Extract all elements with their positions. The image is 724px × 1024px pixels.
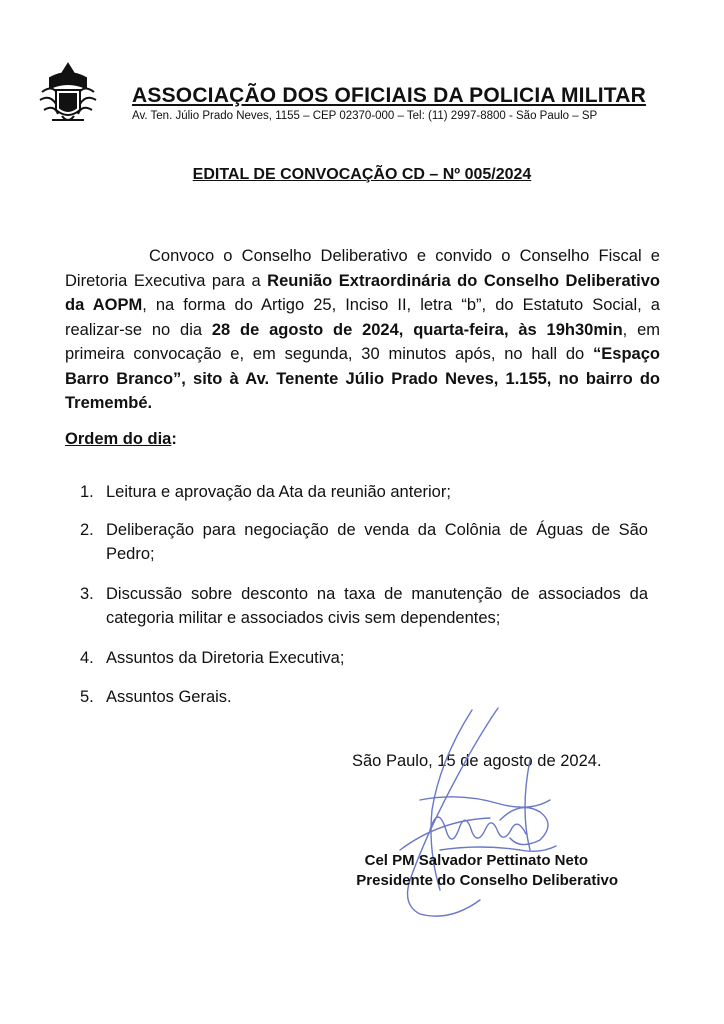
- agenda-item-number: 5.: [80, 688, 94, 706]
- agenda-item-text: Assuntos Gerais.: [106, 688, 232, 706]
- organization-name: ASSOCIAÇÃO DOS OFICIAIS DA POLICIA MILITAR: [132, 84, 646, 107]
- body-text-1: Convoco o Conselho Deliberativo e convido o Conselho Fiscal e Diretoria Executiva para a: [65, 247, 660, 290]
- agenda-item-text: Discussão sobre desconto na taxa de manutenção de associados da categoria militar e associados civis sem dependentes;: [106, 584, 648, 627]
- meeting-location: “Espaço Barro Branco”, sito à Av. Tenente Júlio Prado Neves, 1.155, no bairro do Tremembé.: [65, 345, 660, 412]
- agenda-item-text: Assuntos da Diretoria Executiva;: [106, 648, 345, 667]
- agenda-item: [80, 518, 648, 567]
- organization-address: Av. Ten. Júlio Prado Neves, 1155 – CEP 02370-000 – Tel: (11) 2997-8800 - São Paulo – SP: [132, 110, 598, 122]
- agenda-item-number: 1.: [80, 483, 94, 501]
- signer-name: Cel PM Salvador Pettinato Neto: [364, 852, 588, 869]
- document-title: EDITAL DE CONVOCAÇÃO CD – Nº 005/2024: [192, 166, 532, 183]
- agenda-heading: [65, 430, 177, 449]
- body-text-2: , na forma do Artigo 25, Inciso II, letra “b”, do Estatuto Social, a realizar-se no dia: [65, 296, 660, 339]
- agenda-heading-colon: :: [171, 430, 177, 448]
- convocation-paragraph: [65, 244, 660, 416]
- agenda-item: [80, 646, 648, 671]
- meeting-name: Reunião Extraordinária do Conselho Deliberativo da AOPM: [65, 271, 660, 314]
- agenda-item: [80, 480, 648, 505]
- agenda-item-text: Leitura e aprovação da Ata da reunião anterior;: [106, 483, 451, 501]
- signer-role: Presidente do Conselho Deliberativo: [356, 872, 618, 889]
- agenda-item-number: 3.: [80, 584, 94, 603]
- agenda-item: [80, 582, 648, 631]
- meeting-date-time: 28 de agosto de 2024, quarta-feira, às 19h30min: [211, 320, 623, 339]
- agenda-list: [80, 480, 648, 725]
- place-and-date: São Paulo, 15 de agosto de 2024.: [352, 752, 602, 770]
- agenda-item-text: Deliberação para negociação de venda da Colônia de Águas de São Pedro;: [106, 520, 648, 563]
- body-text-3: , em primeira convocação e, em segunda, 30 minutos após, no hall do: [65, 320, 660, 363]
- handwritten-signature: [380, 700, 600, 940]
- agenda-heading-text: Ordem do dia: [65, 430, 172, 448]
- aopm-crest-icon: [36, 58, 100, 128]
- agenda-item-number: 4.: [80, 648, 94, 667]
- agenda-item-number: 2.: [80, 520, 94, 539]
